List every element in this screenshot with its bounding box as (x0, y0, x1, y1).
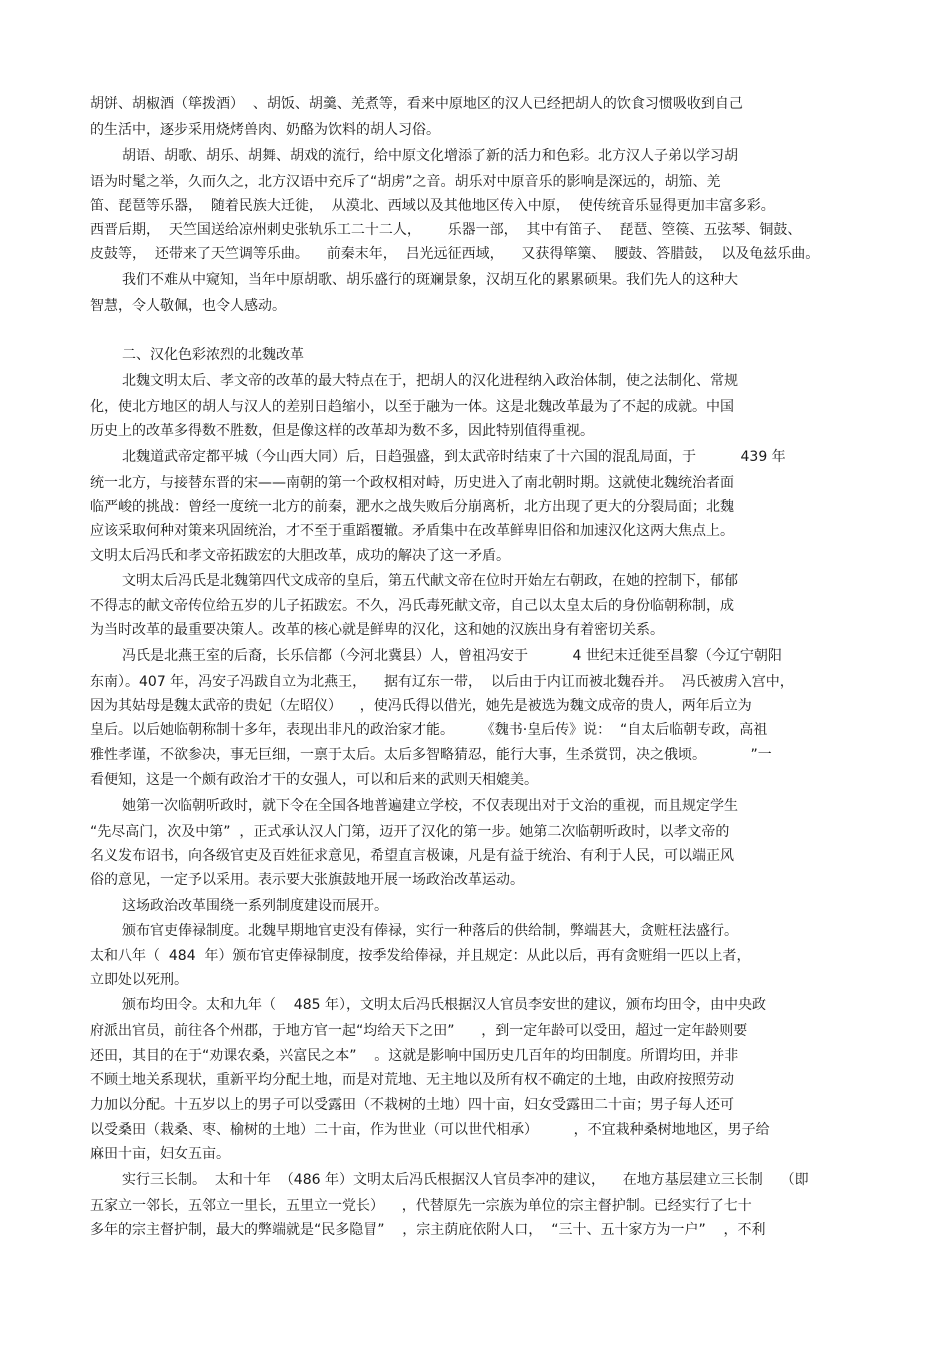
text-line: 统一北方，与接替东晋的宋——南朝的第一个政权相对峙，历史进入了南北朝时期。这就使北魏统治者面 (90, 475, 734, 491)
text-line: 西晋后期， 天竺国送给凉州刺史张轨乐工二十二人， 乐器一部， 其中有笛子、 琵琶、箜篌、五弦琴、铜鼓、 (90, 222, 802, 238)
text-line: 颁布均田令。太和九年（ 485 年），文明太后冯氏根据汉人官员李安世的建议，颁布均田令，由中央政 (122, 997, 766, 1013)
text-line: 还田，其目的在于“劝课农桑，兴富民之本” 。这就是影响中国历史几百年的均田制度。所谓均田，并非 (90, 1048, 739, 1064)
text-line: 立即处以死刑。 (90, 972, 188, 988)
section-heading: 二、汉化色彩浓烈的北魏改革 (122, 347, 304, 363)
text-line: 她第一次临朝听政时，就下令在全国各地普遍建立学校，不仅表现出对于文治的重视，而且规定学生 (122, 798, 738, 814)
text-line: 胡饼、胡椒酒（筚拨酒） 、胡饭、胡羹、羌煮等，看来中原地区的汉人已经把胡人的饮食习惯吸收到自己 (90, 96, 743, 112)
text-line: 雅性孝谨，不欲参决，事无巨细，一禀于太后。太后多智略猜忍，能行大事，生杀赏罚，决之俄顷。 ”一 (90, 747, 772, 763)
text-line: 力加以分配。十五岁以上的男子可以受露田（不栽树的土地）四十亩，妇女受露田二十亩；男子每人还可 (90, 1097, 734, 1113)
text-line: 胡语、胡歌、胡乐、胡舞、胡戏的流行，给中原文化增添了新的活力和色彩。北方汉人子弟以学习胡 (122, 148, 738, 164)
text-line: 的生活中，逐步采用烧烤兽肉、奶酪为饮料的胡人习俗。 (90, 122, 440, 138)
text-line: 化，使北方地区的胡人与汉人的差别日趋缩小，以至于融为一体。这是北魏改革最为了不起的成就。中国 (90, 399, 734, 415)
text-line: 太和八年（ 484 年）颁布官吏俸禄制度，按季发给俸禄，并且规定：从此以后，再有贪赃绢一匹以上者， (90, 948, 751, 964)
text-line: 皇后。以后她临朝称制十多年，表现出非凡的政治家才能。 《魏书·皇后传》说： “自太后临朝专政，高祖 (90, 722, 768, 738)
text-line: 皮鼓等， 还带来了天竺调等乐曲。 前秦末年， 吕光远征西域， 又获得筚篥、 腰鼓、答腊鼓， 以及龟兹乐曲。 (90, 246, 820, 262)
text-line: 以受桑田（栽桑、枣、榆树的土地）二十亩，作为世业（可以世代相承） ，不宜栽种桑树地地区，男子给 (90, 1122, 770, 1138)
text-line: 冯氏是北燕王室的后裔，长乐信都（今河北冀县）人，曾祖冯安于 4 世纪末迁徙至昌黎（今辽宁朝阳 (122, 648, 782, 664)
text-line: 府派出官员，前往各个州郡，于地方官一起“均给天下之田” ，到一定年龄可以受田，超过一定年龄则要 (90, 1023, 748, 1039)
text-line: 东南）。407 年，冯安子冯跋自立为北燕王， 据有辽东一带， 以后由于内讧而被北魏吞并。 冯氏被虏入宫中， (90, 674, 794, 690)
text-line: 北魏道武帝定都平城（今山西大同）后，日趋强盛，到太武帝时结束了十六国的混乱局面，于 439 年 (122, 449, 786, 465)
text-line: 不得志的献文帝传位给五岁的儿子拓跋宏。不久，冯氏毒死献文帝，自己以太皇太后的身份临朝称制，成 (90, 598, 734, 614)
text-line: 语为时髦之举，久而久之，北方汉语中充斥了“胡虏”之音。胡乐对中原音乐的影响是深远的，胡笳、羌 (90, 174, 721, 190)
text-line: 这场政治改革围绕一系列制度建设而展开。 (122, 898, 388, 914)
text-line: 临严峻的挑战：曾经一度统一北方的前秦，淝水之战失败后分崩离析，北方出现了更大的分裂局面；北魏 (90, 499, 734, 515)
text-line: 应该采取何种对策来巩固统治，才不至于重蹈覆辙。矛盾集中在改革鲜卑旧俗和加速汉化这两大焦点上。 (90, 523, 734, 539)
text-line: “先尽高门，次及中第” ，正式承认汉人门第，迈开了汉化的第一步。她第二次临朝听政时，以孝文帝的 (90, 824, 730, 840)
text-line: 历史上的改革多得数不胜数，但是像这样的改革却为数不多，因此特别值得重视。 (90, 423, 594, 439)
text-line: 因为其姑母是魏太武帝的贵妃（左昭仪） ，使冯氏得以借光，她先是被选为魏文成帝的贵人，两年后立为 (90, 698, 752, 714)
text-line: 文明太后冯氏是北魏第四代文成帝的皇后，第五代献文帝在位时开始左右朝政，在她的控制下，郁郁 (122, 573, 738, 589)
text-line: 为当时改革的最重要决策人。改革的核心就是鲜卑的汉化，这和她的汉族出身有着密切关系。 (90, 622, 664, 638)
text-line: 多年的宗主督护制，最大的弊端就是“民多隐冒” ，宗主荫庇依附人口， “三十、五十家方为一户” ，不利 (90, 1222, 766, 1238)
text-line: 智慧，令人敬佩，也令人感动。 (90, 298, 286, 314)
text-line: 实行三长制。 太和十年 （486 年）文明太后冯氏根据汉人官员李冲的建议， 在地方基层建立三长制 （即 (122, 1172, 809, 1188)
text-line: 五家立一邻长，五邻立一里长，五里立一党长） ，代替原先一宗族为单位的宗主督护制。已经实行了七十 (90, 1198, 752, 1214)
text-line: 不顾土地关系现状，重新平均分配土地，而是对荒地、无主地以及所有权不确定的土地，由政府按照劳动 (90, 1072, 734, 1088)
text-line: 我们不难从中窥知，当年中原胡歌、胡乐盛行的斑斓景象，汉胡互化的累累硕果。我们先人的这种大 (122, 272, 738, 288)
text-line: 麻田十亩，妇女五亩。 (90, 1146, 230, 1162)
text-line: 颁布官吏俸禄制度。北魏早期地官吏没有俸禄，实行一种落后的供给制，弊端甚大，贪赃枉法盛行。 (122, 923, 738, 939)
text-line: 北魏文明太后、孝文帝的改革的最大特点在于，把胡人的汉化进程纳入政治体制，使之法制化、常规 (122, 373, 738, 389)
text-line: 文明太后冯氏和孝文帝拓跋宏的大胆改革，成功的解决了这一矛盾。 (90, 548, 510, 564)
text-line: 看便知，这是一个颇有政治才干的女强人，可以和后来的武则天相媲美。 (90, 772, 538, 788)
text-line: 笛、琵琶等乐器， 随着民族大迁徙， 从漠北、西域以及其他地区传入中原， 使传统音乐显得更加丰富多彩。 (90, 198, 775, 214)
text-line: 俗的意见，一定予以采用。表示要大张旗鼓地开展一场政治改革运动。 (90, 872, 524, 888)
text-line: 名义发布诏书，向各级官吏及百姓征求意见，希望直言极谏，凡是有益于统治、有利于人民，可以端正风 (90, 848, 734, 864)
